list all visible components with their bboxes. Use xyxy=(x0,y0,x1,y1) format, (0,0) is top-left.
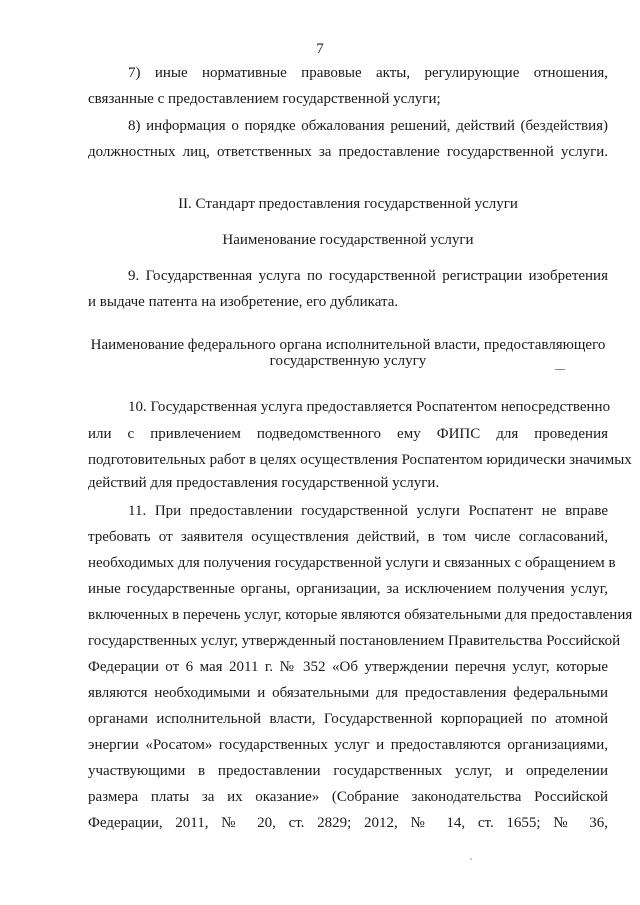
text-line: 11. При предоставлении государственной услуги Роспатент не вправе xyxy=(128,503,608,519)
text-line: энергии «Росатом» государственных услуг и предоставляются организациями, xyxy=(88,737,608,753)
text-line: должностных лиц, ответственных за предоставление государственной услуги. xyxy=(88,144,608,160)
subsection-heading: государственную услугу xyxy=(269,353,427,369)
text-line: участвующими в предоставлении государственных услуг, и определении xyxy=(88,763,608,779)
text-line: или с привлечением подведомственного ему ФИПС для проведения xyxy=(88,426,608,442)
text-line: подготовительных работ в целях осуществления Роспатентом юридически значимых xyxy=(88,452,632,468)
text-line: 10. Государственная услуга предоставляется Роспатентом непосредственно xyxy=(128,399,611,415)
text-line: и выдаче патента на изобретение, его дубликата. xyxy=(88,294,399,310)
scan-mark xyxy=(555,369,565,370)
page-number: 7 xyxy=(316,41,324,57)
text-line: иные государственные органы, организации, за исключением получения услуг, xyxy=(88,581,608,597)
text-line: действий для предоставления государственной услуги. xyxy=(88,475,440,491)
text-line: являются необходимыми и обязательными для предоставления федеральными xyxy=(88,685,608,701)
text-line: включенных в перечень услуг, которые являются обязательными для предоставления xyxy=(88,607,633,623)
text-line: Федерации, 2011, № 20, ст. 2829; 2012, № 14, ст. 1655; № 36, xyxy=(88,815,608,831)
text-line: 7) иные нормативные правовые акты, регулирующие отношения, xyxy=(128,65,608,81)
section-heading: II. Стандарт предоставления государственной услуги xyxy=(178,196,518,212)
subsection-heading: Наименование государственной услуги xyxy=(222,232,474,248)
text-line: Федерации от 6 мая 2011 г. № 352 «Об утверждении перечня услуг, которые xyxy=(88,659,608,675)
text-line: размера платы за их оказание» (Собрание законодательства Российской xyxy=(88,789,608,805)
text-line: необходимых для получения государственной услуги и связанных с обращением в xyxy=(88,555,616,571)
text-line: связанные с предоставлением государственной услуги; xyxy=(88,91,441,107)
text-line: требовать от заявителя осуществления действий, в том числе согласований, xyxy=(88,529,608,545)
text-line: 8) информация о порядке обжалования решений, действий (бездействия) xyxy=(128,118,608,134)
text-line: органами исполнительной власти, Государственной корпорацией по атомной xyxy=(88,711,608,727)
scan-speck xyxy=(470,858,472,860)
text-line: государственных услуг, утвержденный постановлением Правительства Российской xyxy=(88,633,621,649)
subsection-heading: Наименование федерального органа исполнительной власти, предоставляющего xyxy=(90,337,606,353)
text-line: 9. Государственная услуга по государственной регистрации изобретения xyxy=(128,268,608,284)
